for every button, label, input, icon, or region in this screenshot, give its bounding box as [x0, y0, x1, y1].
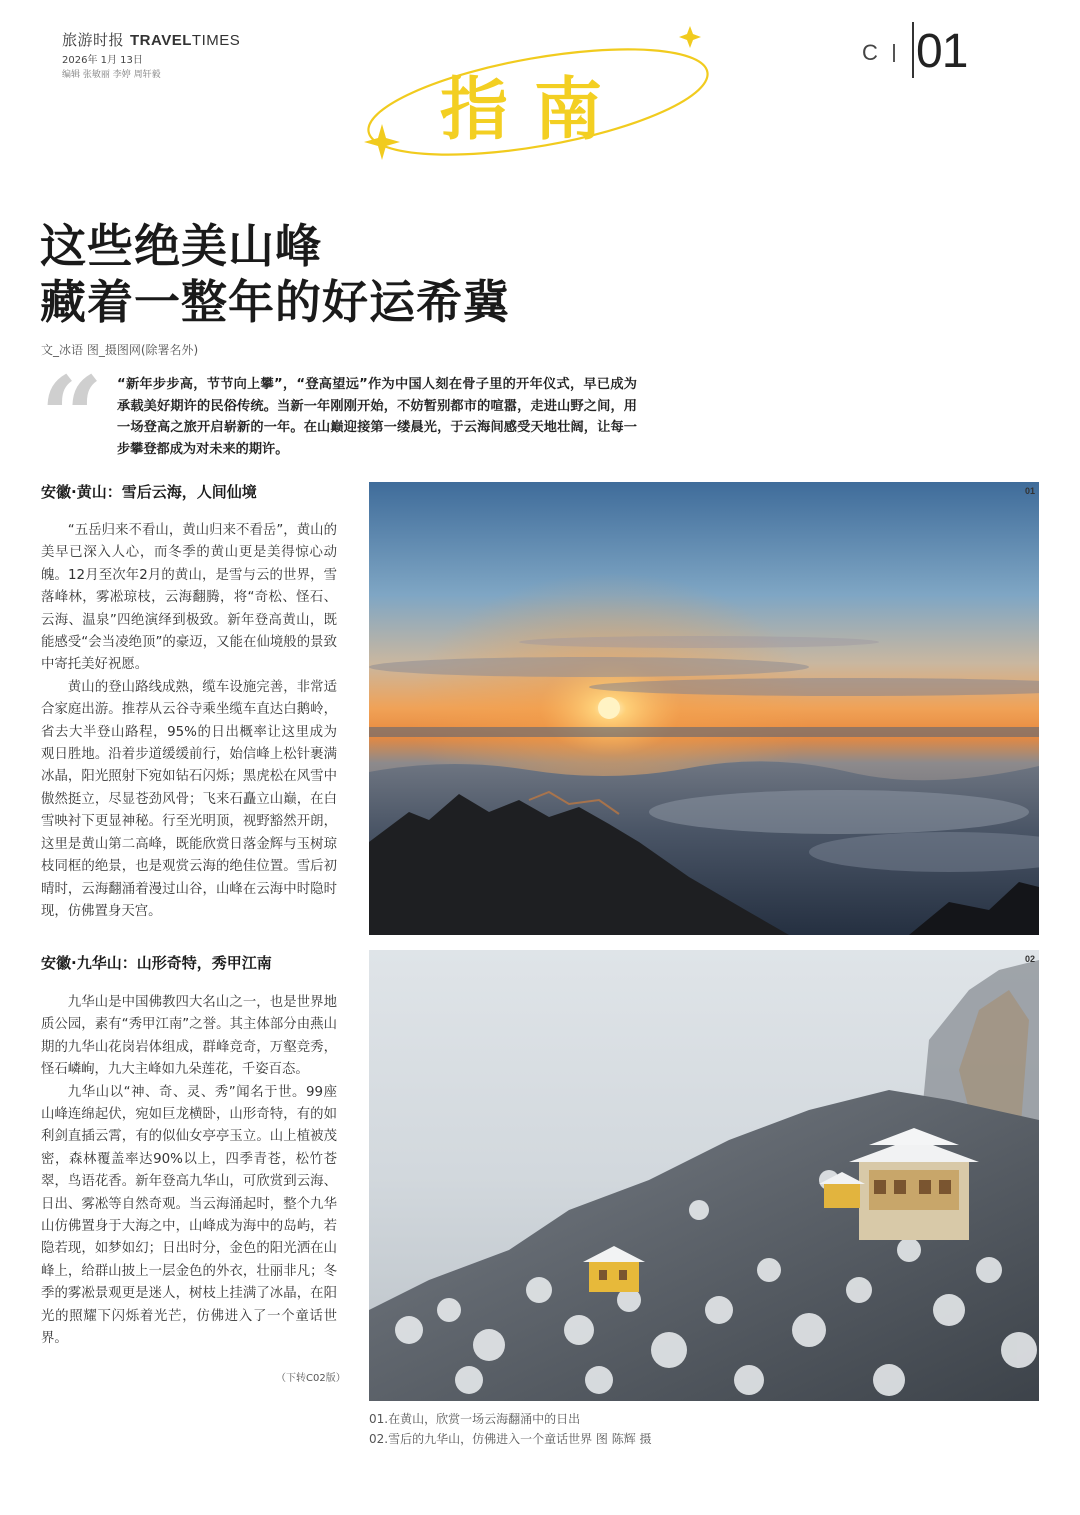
photo-huangshan-sunrise	[369, 482, 1039, 935]
article-body-jiuhuashan	[41, 992, 337, 1351]
headline-line-2: 藏着一整年的好运希冀	[40, 275, 510, 329]
snowy-mountain-illustration	[369, 950, 1039, 1401]
photo-number: 01	[1024, 486, 1035, 496]
sparkle-icon	[679, 26, 701, 48]
divider	[912, 22, 914, 78]
masthead-brand	[62, 29, 240, 50]
paragraph: 九华山是中国佛教四大名山之一，也是世界地质公园，素有“秀甲江南”之誉。其主体部分由燕山期的九华山花岗岩体组成，群峰竞奇，万壑竞秀，怪石嶙峋，九大主峰如九朵莲花，千姿百态。	[41, 995, 337, 1078]
paragraph: “五岳归来不看山，黄山归来不看岳”，黄山的美早已深入人心，而冬季的黄山更是美得惊心动魄。12月至次年2月的黄山，是雪与云的世界，雪落峰林，雾凇琼枝，云海翻腾，将“奇松、怪石、云海、温泉”四绝演绎到极致。新年登高黄山，既能感受“会当凌绝顶”的豪迈，又能在仙境般的景致中寄托美好祝愿。	[41, 523, 337, 673]
paragraph: 黄山的登山路线成熟，缆车设施完善，非常适合家庭出游。推荐从云谷寺乘坐缆车直达白鹅岭，省去大半登山路程，95%的日出概率让这里成为观日胜地。沿着步道缓缓前行，始信峰上松针裹满冰晶，阳光照射下宛如钻石闪烁；黑虎松在风雪中傲然挺立，尽显苍劲风骨；飞来石矗立山巅，在白雪映衬下更显神秘。行至光明顶，视野豁然开朗，这里是黄山第二高峰，既能欣赏日落金辉与玉树琼枝同框的绝景，也是观赏云海的绝佳位置。雪后初晴时，云海翻涌着漫过山谷，山峰在云海中时隐时现，仿佛置身天宫。	[41, 679, 337, 919]
divider	[893, 44, 895, 62]
byline: 文_冰语 图_摄图网(除署名外)	[41, 343, 199, 357]
headline	[40, 218, 510, 330]
caption: 01.在黄山，欣赏一场云海翻涌中的日出	[369, 1412, 581, 1426]
brand-english: TIMES	[191, 32, 241, 49]
photo-number: 02	[1024, 954, 1035, 964]
section-title: 指南	[440, 71, 629, 150]
headline-line-1: 这些绝美山峰	[40, 219, 322, 273]
photo-jiuhuashan-snow	[369, 950, 1039, 1401]
sunrise-illustration	[369, 482, 1039, 935]
page-number: 01	[916, 25, 968, 78]
brand-english-bold: TRAVEL	[130, 32, 192, 49]
article-body-huangshan	[41, 520, 337, 923]
paragraph: 九华山以“神、奇、灵、秀”闻名于世。99座山峰连绵起伏，宛如巨龙横卧，山形奇特，有的如利剑直插云霄，有的似仙女亭亭玉立。山上植被茂密，森林覆盖率达90%以上，四季青苍，松竹苍翠，鸟语花香。新年登高九华山，可欣赏到云海、日出、雾凇等自然奇观。当云海涌起时，整个九华山仿佛置身于大海之中，山峰成为海中的岛屿，若隐若现，如梦如幻；日出时分，金色的阳光洒在山峰上，给群山披上一层金色的外衣，壮丽非凡；冬季的雾凇景观更是迷人，树枝上挂满了冰晶，在阳光的照耀下闪烁着光芒，仿佛进入了一个童话世界。	[41, 1084, 337, 1347]
lead-paragraph: “新年步步高，节节向上攀”，“登高望远”作为中国人刻在骨子里的开年仪式，早已成为承载美好期许的民俗传统。当新一年刚刚开始，不妨暂别都市的喧嚣，走进山野之间，用一场登高之旅开启崭新的一年。在山巅迎接第一缕晨光，于云海间感受天地壮阔，让每一步攀登都成为对未来的期许。	[117, 377, 637, 457]
page-section-letter: C	[862, 40, 878, 65]
brand-chinese: 旅游时报	[62, 31, 125, 49]
quote-mark-icon: “	[40, 352, 104, 481]
section-heading-jiuhuashan: 安徽·九华山：山形奇特，秀甲江南	[41, 954, 272, 972]
continued-note: （下转C02版）	[276, 1373, 346, 1384]
section-heading-huangshan: 安徽·黄山：雪后云海，人间仙境	[41, 483, 257, 501]
photo-captions	[369, 1409, 652, 1449]
editors-line: 编辑 张敏丽 李婷 周轩毅	[62, 70, 161, 80]
caption: 02.雪后的九华山，仿佛进入一个童话世界 图 陈辉 摄	[369, 1432, 652, 1446]
issue-date: 2026年 1月 13日	[62, 55, 143, 66]
